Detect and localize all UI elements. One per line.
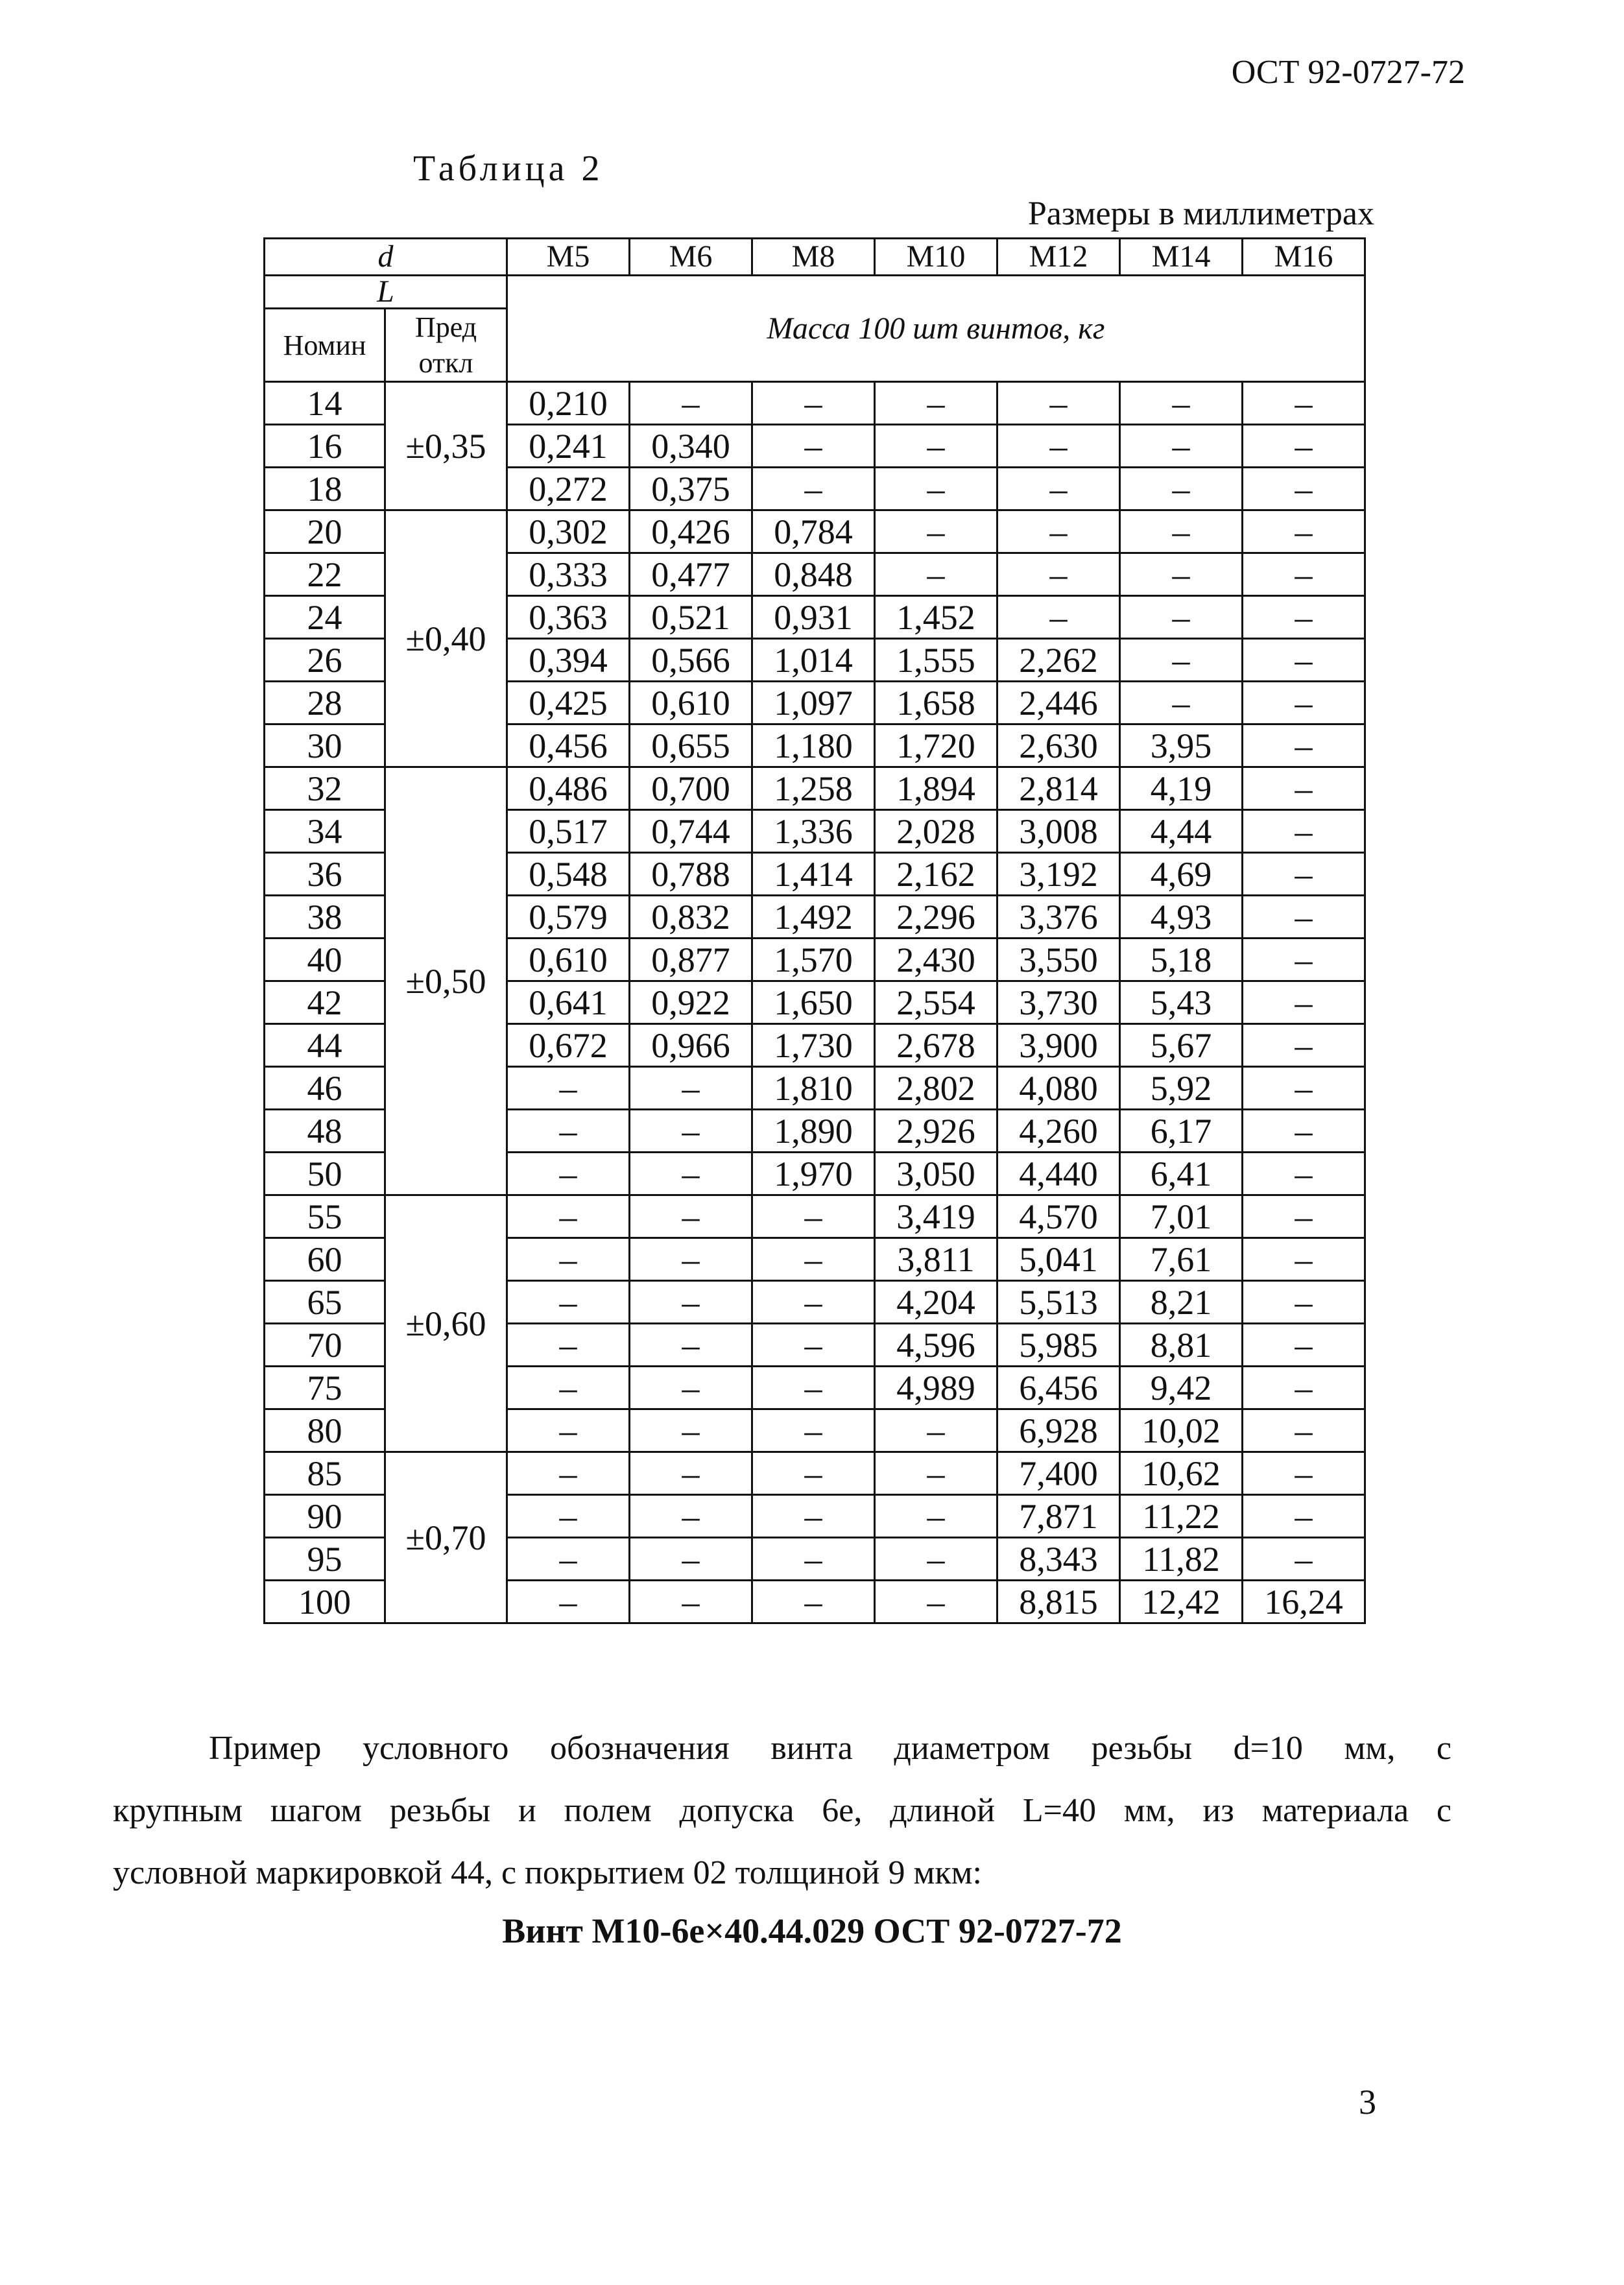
length-label: L xyxy=(265,276,507,309)
mass-cell: – xyxy=(1243,682,1365,724)
mass-cell: 1,414 xyxy=(752,853,875,896)
mass-cell: 4,570 xyxy=(997,1195,1120,1238)
mass-cell: – xyxy=(507,1238,630,1281)
mass-cell: 1,970 xyxy=(752,1153,875,1195)
mass-cell: – xyxy=(1243,553,1365,596)
mass-cell: 2,162 xyxy=(875,853,997,896)
mass-label: Масса 100 шт винтов, кг xyxy=(507,276,1365,382)
length-cell: 75 xyxy=(265,1367,385,1409)
mass-cell: – xyxy=(630,1238,752,1281)
column-header: М16 xyxy=(1243,239,1365,276)
mass-cell: 5,18 xyxy=(1120,939,1243,981)
mass-cell: 0,610 xyxy=(507,939,630,981)
mass-cell: – xyxy=(507,1110,630,1153)
example-line: Пример условного обозначения винта диаметром резьбы d=10 мм, с xyxy=(209,1730,1451,1767)
mass-cell: 1,180 xyxy=(752,724,875,767)
mass-cell: 5,041 xyxy=(997,1238,1120,1281)
mass-cell: – xyxy=(875,1538,997,1581)
mass-cell: 0,548 xyxy=(507,853,630,896)
column-header: М6 xyxy=(630,239,752,276)
table-row xyxy=(265,1195,1365,1238)
mass-cell: 3,376 xyxy=(997,896,1120,939)
length-cell: 95 xyxy=(265,1538,385,1581)
column-header: М8 xyxy=(752,239,875,276)
table-title: Таблица 2 xyxy=(413,149,604,189)
mass-cell: 1,650 xyxy=(752,981,875,1024)
mass-cell: 0,877 xyxy=(630,939,752,981)
mass-cell: 7,400 xyxy=(997,1452,1120,1495)
screw-mass-table xyxy=(263,237,1366,1624)
mass-cell: – xyxy=(630,1153,752,1195)
mass-cell: 1,555 xyxy=(875,639,997,682)
mass-cell: – xyxy=(630,1195,752,1238)
mass-cell: – xyxy=(752,382,875,425)
nominal-label: Номин xyxy=(265,309,385,382)
length-cell: 36 xyxy=(265,853,385,896)
mass-cell: 0,848 xyxy=(752,553,875,596)
mass-cell: – xyxy=(875,1409,997,1452)
mass-cell: – xyxy=(752,1281,875,1324)
mass-cell: – xyxy=(1243,1024,1365,1067)
length-cell: 85 xyxy=(265,1452,385,1495)
mass-cell: – xyxy=(997,553,1120,596)
table-body xyxy=(265,382,1365,1623)
mass-cell: 10,02 xyxy=(1120,1409,1243,1452)
example-line: условной маркировкой 44, с покрытием 02 толщиной 9 мкм: xyxy=(113,1854,982,1891)
mass-cell: 3,900 xyxy=(997,1024,1120,1067)
mass-cell: 0,456 xyxy=(507,724,630,767)
mass-cell: – xyxy=(630,1409,752,1452)
mass-cell: 0,375 xyxy=(630,468,752,510)
mass-cell: – xyxy=(1243,1195,1365,1238)
mass-cell: – xyxy=(1243,896,1365,939)
mass-cell: 6,17 xyxy=(1120,1110,1243,1153)
mass-cell: – xyxy=(875,1452,997,1495)
designation-example-text xyxy=(113,1717,1451,1904)
mass-cell: 0,832 xyxy=(630,896,752,939)
mass-cell: – xyxy=(1243,767,1365,810)
mass-cell: 1,894 xyxy=(875,767,997,810)
mass-cell: 1,720 xyxy=(875,724,997,767)
mass-cell: – xyxy=(1243,981,1365,1024)
length-cell: 80 xyxy=(265,1409,385,1452)
mass-cell: 4,989 xyxy=(875,1367,997,1409)
table-row xyxy=(265,382,1365,425)
column-header: М12 xyxy=(997,239,1120,276)
mass-cell: 9,42 xyxy=(1120,1367,1243,1409)
length-cell: 44 xyxy=(265,1024,385,1067)
mass-cell: 2,446 xyxy=(997,682,1120,724)
mass-cell: 6,928 xyxy=(997,1409,1120,1452)
mass-cell: – xyxy=(1243,468,1365,510)
example-line: крупным шагом резьбы и полем допуска 6е, длиной L=40 мм, из материала с xyxy=(113,1792,1451,1829)
mass-cell: – xyxy=(997,468,1120,510)
mass-cell: 4,260 xyxy=(997,1110,1120,1153)
mass-cell: – xyxy=(875,553,997,596)
length-cell: 20 xyxy=(265,510,385,553)
mass-cell: – xyxy=(752,1195,875,1238)
mass-cell: 5,985 xyxy=(997,1324,1120,1367)
mass-cell: – xyxy=(875,425,997,468)
mass-cell: – xyxy=(1243,425,1365,468)
mass-cell: – xyxy=(630,1538,752,1581)
mass-cell: 5,43 xyxy=(1120,981,1243,1024)
screw-designation: Винт М10-6е×40.44.029 ОСТ 92-0727-72 xyxy=(502,1911,1122,1950)
length-cell: 24 xyxy=(265,596,385,639)
deviation-cell: ±0,50 xyxy=(385,767,507,1195)
mass-cell: 2,814 xyxy=(997,767,1120,810)
column-header: М10 xyxy=(875,239,997,276)
mass-cell: – xyxy=(1120,639,1243,682)
mass-cell: – xyxy=(507,1281,630,1324)
mass-cell: 2,554 xyxy=(875,981,997,1024)
mass-cell: 3,95 xyxy=(1120,724,1243,767)
mass-cell: – xyxy=(630,1367,752,1409)
mass-cell: – xyxy=(1243,382,1365,425)
mass-cell: 1,658 xyxy=(875,682,997,724)
mass-cell: 0,210 xyxy=(507,382,630,425)
mass-cell: 10,62 xyxy=(1120,1452,1243,1495)
mass-cell: – xyxy=(507,1538,630,1581)
mass-cell: 6,41 xyxy=(1120,1153,1243,1195)
mass-cell: 1,258 xyxy=(752,767,875,810)
mass-cell: – xyxy=(875,468,997,510)
mass-cell: – xyxy=(630,1110,752,1153)
mass-cell: 3,730 xyxy=(997,981,1120,1024)
mass-cell: 7,61 xyxy=(1120,1238,1243,1281)
mass-cell: – xyxy=(1120,596,1243,639)
mass-cell: 1,810 xyxy=(752,1067,875,1110)
mass-cell: 2,028 xyxy=(875,810,997,853)
mass-cell: 0,272 xyxy=(507,468,630,510)
mass-cell: – xyxy=(875,1581,997,1623)
mass-cell: – xyxy=(1243,1281,1365,1324)
mass-cell: 0,641 xyxy=(507,981,630,1024)
length-cell: 100 xyxy=(265,1581,385,1623)
mass-cell: – xyxy=(507,1367,630,1409)
length-cell: 50 xyxy=(265,1153,385,1195)
length-cell: 32 xyxy=(265,767,385,810)
mass-cell: – xyxy=(630,1067,752,1110)
mass-cell: 4,596 xyxy=(875,1324,997,1367)
mass-cell: – xyxy=(1243,1409,1365,1452)
mass-cell: – xyxy=(507,1324,630,1367)
mass-cell: – xyxy=(997,596,1120,639)
mass-cell: – xyxy=(1243,1153,1365,1195)
thread-diameter-label: d xyxy=(265,239,507,276)
mass-cell: 1,336 xyxy=(752,810,875,853)
length-cell: 90 xyxy=(265,1495,385,1538)
mass-cell: – xyxy=(630,1581,752,1623)
mass-cell: 8,81 xyxy=(1120,1324,1243,1367)
mass-cell: – xyxy=(875,382,997,425)
mass-cell: – xyxy=(1120,510,1243,553)
mass-cell: – xyxy=(507,1495,630,1538)
length-cell: 14 xyxy=(265,382,385,425)
mass-cell: 1,452 xyxy=(875,596,997,639)
mass-cell: 0,966 xyxy=(630,1024,752,1067)
mass-cell: – xyxy=(752,425,875,468)
mass-cell: 5,513 xyxy=(997,1281,1120,1324)
length-cell: 18 xyxy=(265,468,385,510)
length-cell: 30 xyxy=(265,724,385,767)
mass-cell: 0,610 xyxy=(630,682,752,724)
mass-cell: 1,097 xyxy=(752,682,875,724)
mass-cell: – xyxy=(1243,1067,1365,1110)
mass-cell: – xyxy=(630,1281,752,1324)
table-row xyxy=(265,767,1365,810)
mass-cell: – xyxy=(1243,1452,1365,1495)
length-cell: 26 xyxy=(265,639,385,682)
mass-cell: – xyxy=(1243,596,1365,639)
mass-cell: – xyxy=(752,1367,875,1409)
mass-cell: 11,22 xyxy=(1120,1495,1243,1538)
length-cell: 65 xyxy=(265,1281,385,1324)
mass-cell: 0,333 xyxy=(507,553,630,596)
mass-cell: 1,492 xyxy=(752,896,875,939)
mass-cell: 2,926 xyxy=(875,1110,997,1153)
length-cell: 34 xyxy=(265,810,385,853)
mass-cell: 0,425 xyxy=(507,682,630,724)
mass-cell: 0,486 xyxy=(507,767,630,810)
mass-cell: 8,343 xyxy=(997,1538,1120,1581)
mass-cell: – xyxy=(752,1409,875,1452)
units-note: Размеры в миллиметрах xyxy=(1027,195,1374,232)
mass-cell: 2,678 xyxy=(875,1024,997,1067)
mass-cell: – xyxy=(630,382,752,425)
mass-cell: – xyxy=(1243,939,1365,981)
mass-cell: 4,204 xyxy=(875,1281,997,1324)
mass-cell: 2,802 xyxy=(875,1067,997,1110)
document-code: ОСТ 92-0727-72 xyxy=(1231,54,1465,91)
deviation-cell: ±0,70 xyxy=(385,1452,507,1623)
mass-cell: 0,340 xyxy=(630,425,752,468)
length-cell: 38 xyxy=(265,896,385,939)
mass-cell: 1,014 xyxy=(752,639,875,682)
length-cell: 55 xyxy=(265,1195,385,1238)
mass-cell: 2,262 xyxy=(997,639,1120,682)
mass-cell: 5,92 xyxy=(1120,1067,1243,1110)
mass-cell: 2,296 xyxy=(875,896,997,939)
mass-cell: – xyxy=(1120,425,1243,468)
mass-cell: – xyxy=(875,1495,997,1538)
mass-cell: 8,21 xyxy=(1120,1281,1243,1324)
column-header: М14 xyxy=(1120,239,1243,276)
mass-cell: – xyxy=(507,1153,630,1195)
mass-cell: 0,394 xyxy=(507,639,630,682)
mass-cell: 11,82 xyxy=(1120,1538,1243,1581)
mass-cell: 16,24 xyxy=(1243,1581,1365,1623)
length-cell: 42 xyxy=(265,981,385,1024)
mass-cell: – xyxy=(997,382,1120,425)
mass-cell: 1,890 xyxy=(752,1110,875,1153)
mass-cell: 0,744 xyxy=(630,810,752,853)
mass-cell: – xyxy=(1243,1495,1365,1538)
mass-cell: – xyxy=(630,1495,752,1538)
deviation-cell: ±0,35 xyxy=(385,382,507,510)
table-row xyxy=(265,1452,1365,1495)
mass-cell: 3,419 xyxy=(875,1195,997,1238)
mass-cell: – xyxy=(507,1195,630,1238)
mass-cell: 3,008 xyxy=(997,810,1120,853)
mass-cell: – xyxy=(1243,853,1365,896)
mass-cell: 4,69 xyxy=(1120,853,1243,896)
mass-cell: 0,672 xyxy=(507,1024,630,1067)
mass-cell: 0,579 xyxy=(507,896,630,939)
mass-cell: – xyxy=(752,1324,875,1367)
mass-cell: 7,871 xyxy=(997,1495,1120,1538)
mass-cell: 6,456 xyxy=(997,1367,1120,1409)
mass-cell: – xyxy=(630,1324,752,1367)
mass-cell: 2,430 xyxy=(875,939,997,981)
mass-cell: 0,521 xyxy=(630,596,752,639)
mass-cell: 0,784 xyxy=(752,510,875,553)
mass-cell: 0,566 xyxy=(630,639,752,682)
mass-cell: 0,302 xyxy=(507,510,630,553)
mass-cell: – xyxy=(1120,468,1243,510)
mass-cell: – xyxy=(1243,1110,1365,1153)
mass-cell: – xyxy=(752,1538,875,1581)
mass-cell: – xyxy=(630,1452,752,1495)
mass-cell: – xyxy=(1120,553,1243,596)
deviation-label: Пред откл xyxy=(385,309,507,382)
mass-cell: – xyxy=(1243,1367,1365,1409)
length-cell: 28 xyxy=(265,682,385,724)
mass-cell: – xyxy=(1243,639,1365,682)
mass-cell: – xyxy=(752,1581,875,1623)
mass-cell: 3,192 xyxy=(997,853,1120,896)
mass-cell: 5,67 xyxy=(1120,1024,1243,1067)
column-header: М5 xyxy=(507,239,630,276)
mass-cell: 0,426 xyxy=(630,510,752,553)
mass-cell: 12,42 xyxy=(1120,1581,1243,1623)
mass-cell: – xyxy=(752,468,875,510)
mass-cell: – xyxy=(997,510,1120,553)
length-cell: 70 xyxy=(265,1324,385,1367)
mass-cell: 0,655 xyxy=(630,724,752,767)
mass-cell: – xyxy=(752,1452,875,1495)
mass-cell: 0,931 xyxy=(752,596,875,639)
mass-cell: 1,730 xyxy=(752,1024,875,1067)
mass-cell: 4,440 xyxy=(997,1153,1120,1195)
mass-cell: 2,630 xyxy=(997,724,1120,767)
mass-cell: – xyxy=(507,1581,630,1623)
mass-cell: – xyxy=(1120,682,1243,724)
mass-cell: 0,922 xyxy=(630,981,752,1024)
deviation-cell: ±0,40 xyxy=(385,510,507,767)
mass-cell: – xyxy=(507,1409,630,1452)
mass-cell: 4,080 xyxy=(997,1067,1120,1110)
mass-cell: 4,19 xyxy=(1120,767,1243,810)
mass-cell: – xyxy=(752,1238,875,1281)
length-cell: 16 xyxy=(265,425,385,468)
length-cell: 46 xyxy=(265,1067,385,1110)
mass-cell: 4,93 xyxy=(1120,896,1243,939)
mass-cell: 1,570 xyxy=(752,939,875,981)
mass-cell: – xyxy=(997,425,1120,468)
mass-cell: – xyxy=(875,510,997,553)
mass-cell: – xyxy=(1243,1324,1365,1367)
mass-cell: 7,01 xyxy=(1120,1195,1243,1238)
mass-cell: – xyxy=(1243,810,1365,853)
mass-cell: 0,241 xyxy=(507,425,630,468)
mass-cell: 0,477 xyxy=(630,553,752,596)
length-cell: 60 xyxy=(265,1238,385,1281)
mass-cell: – xyxy=(1243,510,1365,553)
mass-cell: 3,811 xyxy=(875,1238,997,1281)
length-cell: 22 xyxy=(265,553,385,596)
deviation-cell: ±0,60 xyxy=(385,1195,507,1452)
mass-cell: 3,550 xyxy=(997,939,1120,981)
mass-cell: – xyxy=(1120,382,1243,425)
mass-cell: – xyxy=(507,1452,630,1495)
length-cell: 40 xyxy=(265,939,385,981)
mass-cell: – xyxy=(1243,1538,1365,1581)
length-cell: 48 xyxy=(265,1110,385,1153)
mass-cell: – xyxy=(507,1067,630,1110)
page-number: 3 xyxy=(1359,2083,1376,2122)
mass-cell: 0,788 xyxy=(630,853,752,896)
mass-cell: – xyxy=(752,1495,875,1538)
mass-cell: 0,700 xyxy=(630,767,752,810)
mass-cell: 8,815 xyxy=(997,1581,1120,1623)
mass-cell: – xyxy=(1243,724,1365,767)
mass-cell: 3,050 xyxy=(875,1153,997,1195)
mass-cell: 4,44 xyxy=(1120,810,1243,853)
mass-cell: 0,517 xyxy=(507,810,630,853)
mass-cell: – xyxy=(1243,1238,1365,1281)
mass-cell: 0,363 xyxy=(507,596,630,639)
table-row xyxy=(265,510,1365,553)
